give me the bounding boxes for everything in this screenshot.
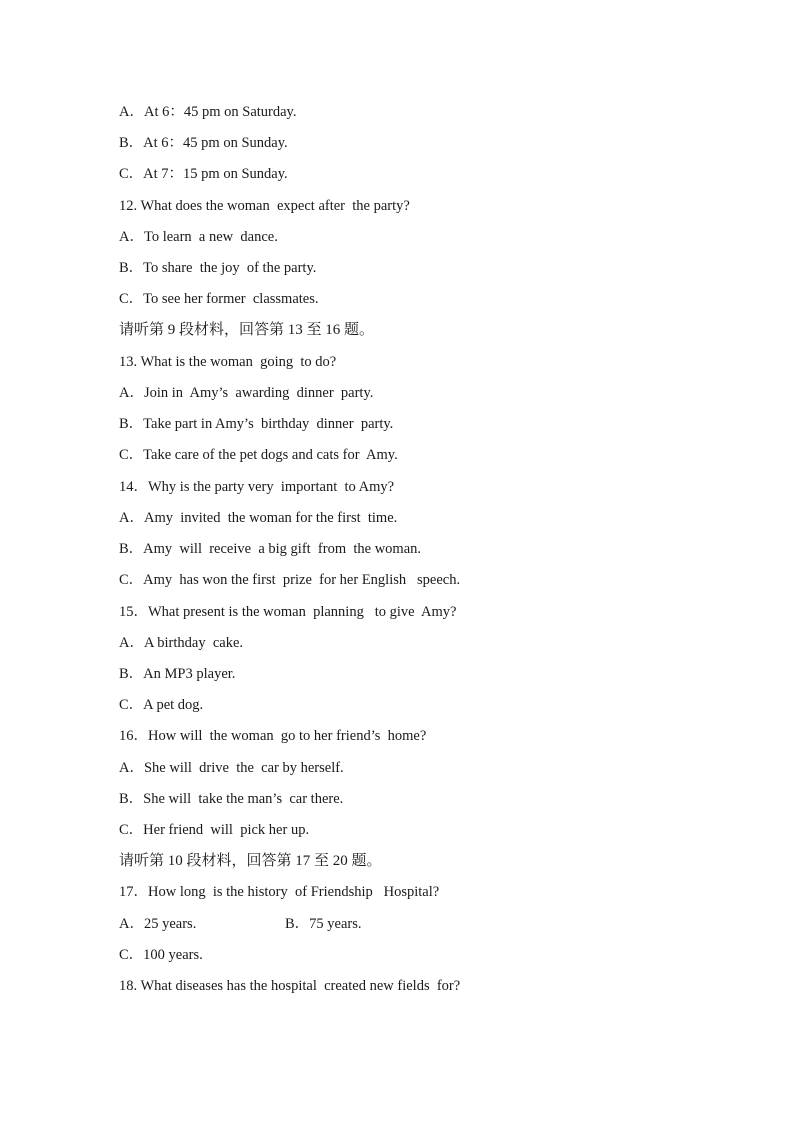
q14-option-c: C．Amy has won the first prize for her English speech.	[119, 572, 461, 588]
q16-option-c: C．Her friend will pick her up.	[119, 822, 310, 838]
q13-option-a: A．Join in Amy’s awarding dinner party.	[119, 385, 374, 401]
question-14: 14．Why is the party very important to Amy?	[119, 479, 395, 495]
q13-option-c: C．Take care of the pet dogs and cats for Amy.	[119, 447, 398, 463]
q15-option-c: C．A pet dog.	[119, 697, 204, 713]
q17-option-a: A．25 years.	[119, 916, 197, 932]
q12-option-c: C．To see her former classmates.	[119, 291, 319, 307]
q17-option-c: C．100 years.	[119, 947, 203, 963]
question-12: 12. What does the woman expect after the party?	[119, 198, 410, 214]
q17-option-b: B．75 years.	[285, 916, 362, 932]
question-15: 15．What present is the woman planning to give Amy?	[119, 604, 457, 620]
q14-option-b: B．Amy will receive a big gift from the woman.	[119, 541, 422, 557]
q15-option-a: A．A birthday cake.	[119, 635, 244, 651]
q14-option-a: A．Amy invited the woman for the first time.	[119, 510, 398, 526]
question-13: 13. What is the woman going to do?	[119, 354, 337, 370]
section-heading-9: 请听第 9 段材料，回答第 13 至 16 题。	[119, 322, 375, 338]
q13-option-b: B．Take part in Amy’s birthday dinner party.	[119, 416, 394, 432]
q15-option-b: B．An MP3 player.	[119, 666, 236, 682]
question-17: 17．How long is the history of Friendship Hospital?	[119, 884, 440, 900]
q11-option-a: A．At 6：45 pm on Saturday.	[119, 104, 297, 120]
q16-option-b: B．She will take the man’s car there.	[119, 791, 344, 807]
question-16: 16．How will the woman go to her friend’s home?	[119, 728, 427, 744]
q16-option-a: A．She will drive the car by herself.	[119, 760, 344, 776]
section-heading-10: 请听第 10 段材料，回答第 17 至 20 题。	[119, 853, 382, 869]
q11-option-c: C．At 7：15 pm on Sunday.	[119, 166, 288, 182]
question-18: 18. What diseases has the hospital created new fields for?	[119, 978, 461, 994]
q12-option-b: B．To share the joy of the party.	[119, 260, 317, 276]
q11-option-b: B．At 6：45 pm on Sunday.	[119, 135, 288, 151]
q12-option-a: A．To learn a new dance.	[119, 229, 278, 245]
